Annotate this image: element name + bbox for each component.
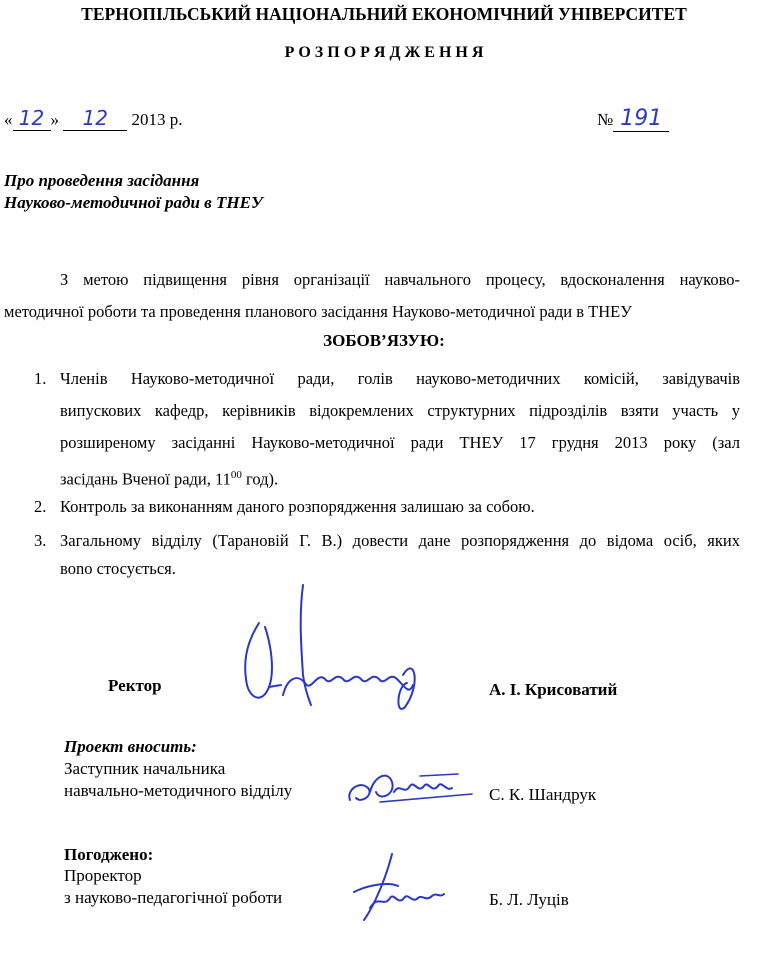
item-3-line-2: вono стосується.	[60, 559, 176, 578]
intro-line-2: методичної роботи та проведення планового засідання Науково-методичної ради в ТНЕУ	[4, 302, 632, 321]
item-1-number: 1.	[34, 369, 47, 388]
number-label: №	[597, 110, 614, 129]
agreed-name: Б. Л. Луців	[489, 890, 569, 909]
agreed-signature	[340, 848, 450, 928]
rector-title: Ректор	[108, 676, 162, 695]
item-1-line-4-end: год).	[241, 469, 279, 489]
date-day: 12	[13, 106, 51, 131]
item-3-number: 3.	[34, 531, 47, 550]
date-open-quote: «	[4, 110, 13, 129]
rector-name: А. І. Крисоватий	[489, 680, 618, 699]
item-1-line-2: випускових кафедр, керівників відокремлених структурних підрозділів взяти участь у	[60, 401, 740, 420]
item-2-line-1: Контроль за виконанням даного розпорядження залишаю за собою.	[60, 497, 535, 516]
item-2-number: 2.	[34, 497, 47, 516]
date-month: 12	[63, 106, 127, 131]
date-year: 2013 р.	[131, 110, 183, 129]
item-1-line-4-text: засідань Вченої ради, 11	[60, 469, 231, 489]
order-word: ЗОБОВ’ЯЗУЮ:	[323, 331, 445, 350]
submitted-name: С. К. Шандрук	[489, 785, 597, 804]
item-1-line-3: розширеному засіданні Науково-методичної ради ТНЕУ 17 грудня 2013 року (зал	[60, 433, 740, 452]
agreed-position-2: з науково-педагогічної роботи	[64, 888, 283, 907]
item-1-time-minutes: 00	[230, 469, 242, 481]
submitted-signature	[340, 762, 480, 812]
subject-line-1: Про проведення засідання	[4, 171, 200, 190]
subject-line-2: Науково-методичної ради в ТНЕУ	[4, 193, 263, 212]
agreed-heading: Погоджено:	[64, 845, 154, 864]
date-close-quote: »	[50, 110, 59, 129]
item-3-line-1: Загальному відділу (Тарановій Г. В.) довести дане розпорядження до відома осіб, яких	[60, 531, 740, 550]
date-line	[4, 106, 183, 131]
number-value: 191	[613, 106, 669, 132]
item-1-line-1: Членів Науково-методичної ради, голів науково-методичних комісій, завідувачів	[60, 369, 740, 388]
rector-signature	[225, 575, 425, 725]
university-name: ТЕРНОПІЛЬСЬКИЙ НАЦІОНАЛЬНИЙ ЕКОНОМІЧНИЙ УНІВЕРСИТЕТ	[81, 4, 687, 24]
intro-line-1: З метою підвищення рівня організації навчального процесу, вдосконалення науково-	[60, 270, 740, 289]
document-type: Р О З П О Р Я Д Ж Е Н Н Я	[284, 44, 484, 61]
agreed-position-1: Проректор	[64, 866, 142, 885]
submitted-position-2: навчально-методичного відділу	[64, 781, 293, 800]
order-number	[597, 106, 669, 132]
submitted-position-1: Заступник начальника	[64, 759, 226, 778]
submitted-heading: Проект вносить:	[64, 737, 197, 756]
